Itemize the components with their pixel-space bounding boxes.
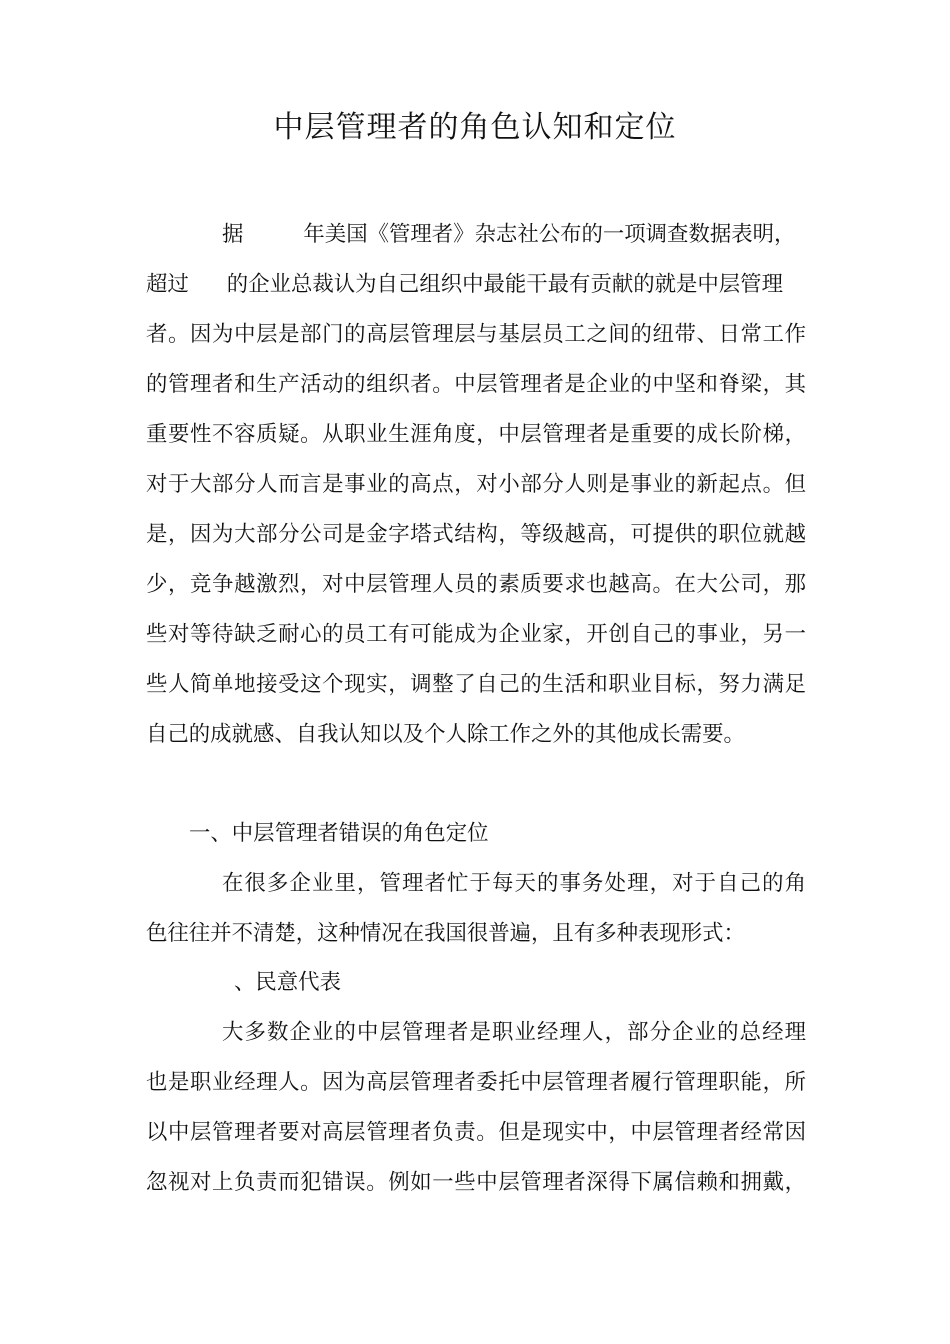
intro-line-3: 者。因为中层是部门的高层管理层与基层员工之间的纽带、日常工作 bbox=[146, 322, 806, 347]
intro-line-11: 自己的成就感、自我认知以及个人除工作之外的其他成长需要。 bbox=[146, 722, 745, 747]
section-1-para-2-line-1: 大多数企业的中层管理者是职业经理人，部分企业的总经理 bbox=[222, 1020, 806, 1045]
intro-line-5: 重要性不容质疑。从职业生涯角度，中层管理者是重要的成长阶梯， bbox=[146, 422, 806, 447]
intro-line-1 bbox=[222, 210, 806, 260]
section-1-para-1-line-1: 在很多企业里，管理者忙于每天的事务处理，对于自己的角 bbox=[222, 871, 806, 896]
section-1-para-2-line-4: 忽视对上负责而犯错误。例如一些中层管理者深得下属信赖和拥戴， bbox=[146, 1170, 806, 1195]
intro-line-8: 少，竞争越激烈，对中层管理人员的素质要求也越高。在大公司，那 bbox=[146, 572, 806, 597]
intro-line-4: 的管理者和生产活动的组织者。中层管理者是企业的中坚和脊梁，其 bbox=[146, 372, 806, 397]
subsection-1-heading: 、民意代表 bbox=[234, 970, 341, 995]
intro-line-2-rest: 的企业总裁认为自己组织中最能干最有贡献的就是中层管理 bbox=[226, 272, 783, 297]
intro-line-1-start: 据 bbox=[222, 222, 244, 247]
intro-line-6: 对于大部分人而言是事业的高点，对小部分人则是事业的新起点。但 bbox=[146, 472, 806, 497]
intro-line-9: 些对等待缺乏耐心的员工有可能成为企业家，开创自己的事业，另一 bbox=[146, 622, 806, 647]
intro-line-2 bbox=[146, 260, 806, 310]
section-1-heading: 一、中层管理者错误的角色定位 bbox=[189, 821, 489, 846]
document-title: 中层管理者的角色认知和定位 bbox=[273, 110, 677, 145]
section-1-para-1-line-2: 色往往并不清楚，这种情况在我国很普遍，且有多种表现形式： bbox=[146, 921, 745, 946]
intro-line-10: 些人简单地接受这个现实，调整了自己的生活和职业目标，努力满足 bbox=[146, 672, 806, 697]
section-1-para-2-line-3: 以中层管理者要对高层管理者负责。但是现实中，中层管理者经常因 bbox=[146, 1120, 806, 1145]
intro-line-1-rest: 年美国《管理者》杂志社公布的一项调查数据表明， bbox=[303, 222, 796, 247]
section-1-para-2-line-2: 也是职业经理人。因为高层管理者委托中层管理者履行管理职能，所 bbox=[146, 1070, 806, 1095]
intro-line-7: 是，因为大部分公司是金字塔式结构，等级越高，可提供的职位就越 bbox=[146, 522, 806, 547]
intro-line-2-start: 超过 bbox=[146, 272, 189, 297]
